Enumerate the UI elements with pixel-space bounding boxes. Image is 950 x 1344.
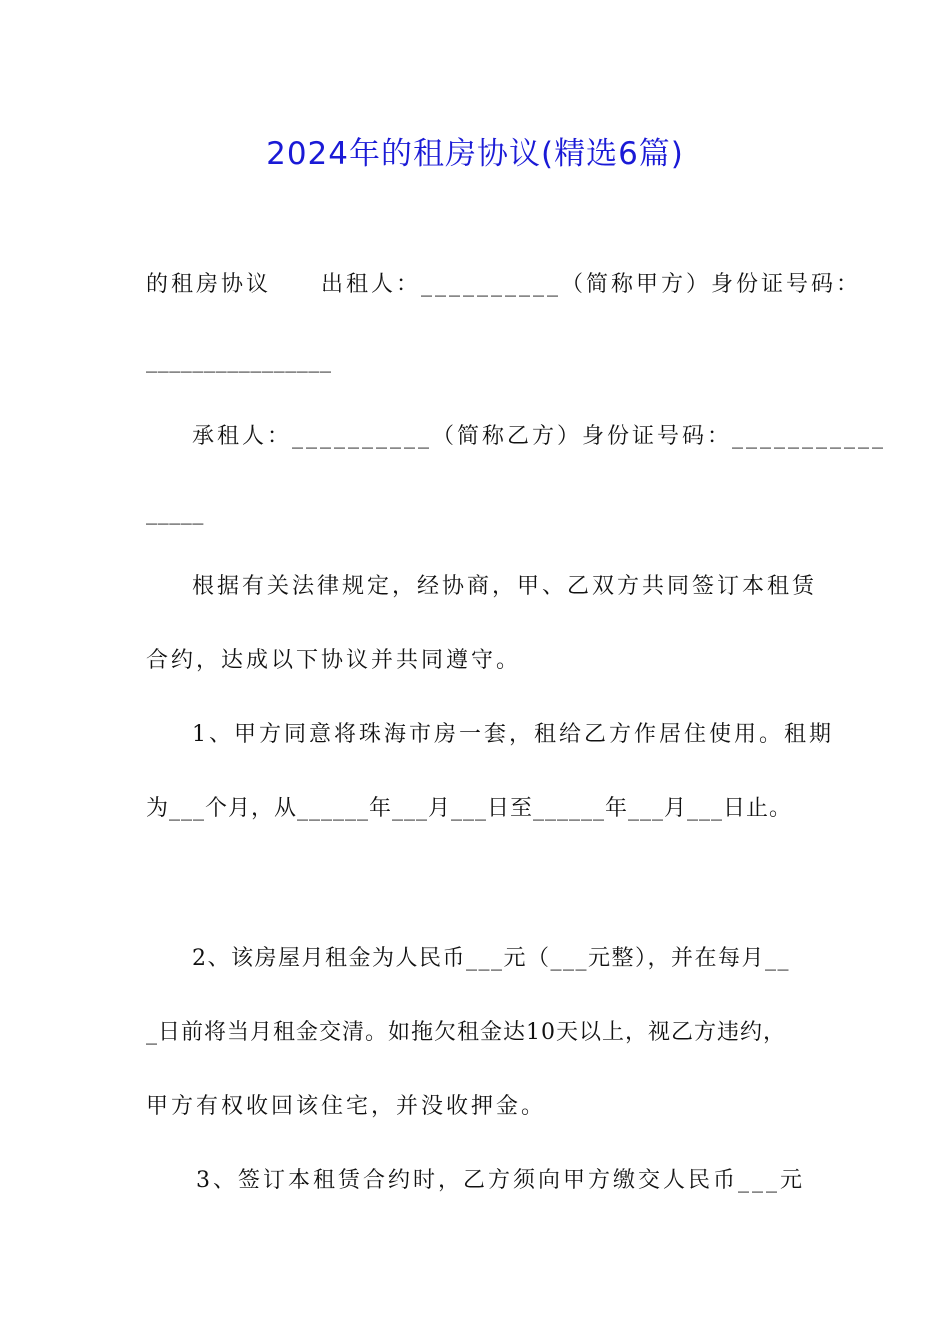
paragraph-line-id-blank-2: _____	[146, 500, 204, 525]
clause-1-line-2: 为___个月，从______年___月___日至______年___月___日止。	[146, 796, 793, 821]
paragraph-line-intro-1: 根据有关法律规定，经协商，甲、乙双方共同签订本租赁	[192, 574, 818, 599]
paragraph-line-intro-2: 合约，达成以下协议并共同遵守。	[146, 648, 522, 673]
clause-2-line-2: _日前将当月租金交清。如拖欠租金达10天以上，视乙方违约，	[146, 1020, 786, 1045]
paragraph-line-lessee: 承租人：__________（简称乙方）身份证号码：___________	[192, 424, 887, 449]
paragraph-line-lessor: 的租房协议 出租人：__________（简称甲方）身份证号码：	[146, 272, 862, 297]
clause-2-line-1: 2、该房屋月租金为人民币___元（___元整），并在每月__	[192, 946, 790, 971]
clause-3-line-1: 3、签订本租赁合约时，乙方须向甲方缴交人民币___元	[196, 1168, 805, 1193]
paragraph-line-id-blank: ________________	[146, 348, 332, 373]
clause-2-line-3: 甲方有权收回该住宅，并没收押金。	[146, 1094, 547, 1119]
document-title: 2024年的租房协议(精选6篇)	[266, 136, 684, 172]
clause-1-line-1: 1、甲方同意将珠海市房一套，租给乙方作居住使用。租期	[192, 722, 834, 747]
